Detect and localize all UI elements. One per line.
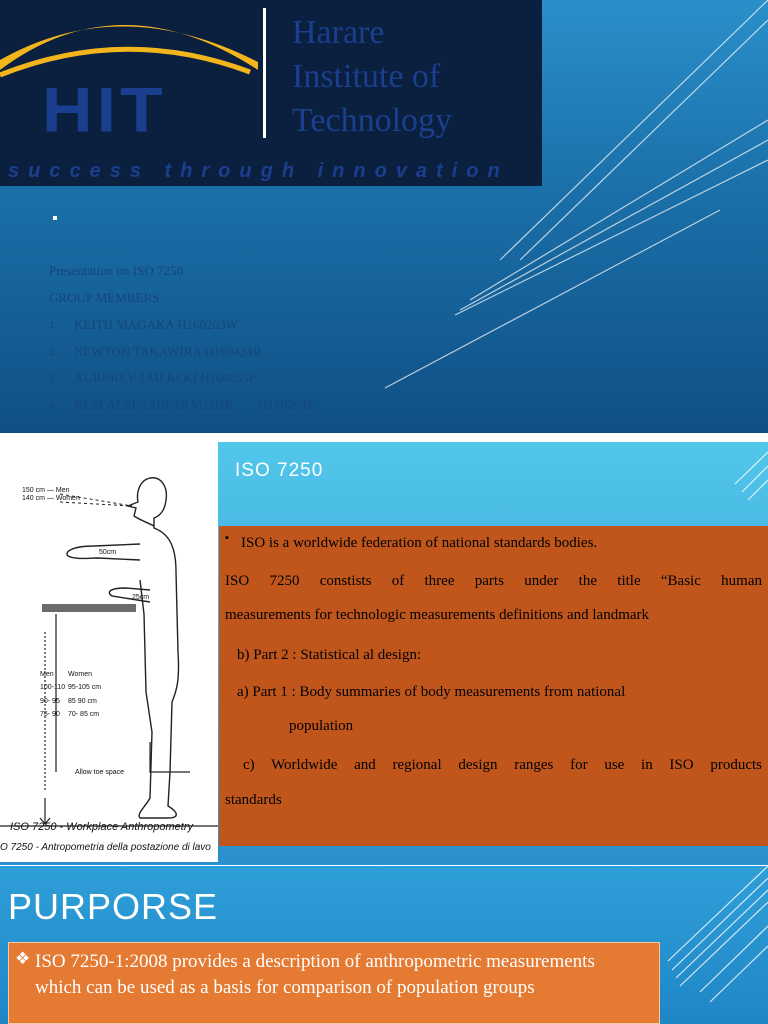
- member-name: NEWTON TAKAWIRA H160424R: [74, 344, 262, 359]
- height-table: [40, 668, 101, 721]
- logo-tagline: success through innovation: [8, 160, 509, 182]
- member-number: 1.: [49, 319, 58, 331]
- purpose-box: [8, 942, 660, 1024]
- paragraph-2-line-2: measurements for technologic measurements definitions and landmark: [225, 607, 650, 623]
- logo-name-line-2: Institute of: [292, 58, 441, 95]
- paragraph-5-line-2: standards: [225, 792, 282, 808]
- slide-3-purpose: [0, 866, 768, 1024]
- paragraph-3: b) Part 2 : Statistical al design:: [237, 647, 422, 663]
- women-value: 70- 85 cm: [68, 710, 100, 718]
- logo-mark: HIT: [42, 74, 167, 146]
- slide-title: ISO 7250: [235, 460, 324, 481]
- women-header: Women: [68, 671, 92, 678]
- height-labels: [22, 487, 80, 504]
- purpose-text: ISO 7250-1:2008 provides a description of anthropometric measurements which can be used as a basis for comparison of population groups: [35, 951, 595, 998]
- elbow-label: 25cm: [132, 594, 150, 601]
- bullet-dot: ▪: [52, 210, 58, 227]
- presentation-title: Presentation on ISO 7250: [49, 263, 183, 278]
- member-name: KEITH MAGAKA H160203W: [74, 317, 238, 332]
- slide-title: PURPORSE: [8, 886, 219, 927]
- paragraph-4: a) Part 1 : Body summaries of body measurements from national: [237, 684, 626, 700]
- slide-1-title: [0, 0, 768, 433]
- iso-description-box: [219, 526, 768, 846]
- men-value: 90- 95: [40, 697, 60, 705]
- group-members-heading: GROUP MEMBERS: [49, 290, 160, 305]
- hit-logo: [0, 0, 542, 186]
- reach-label: 50cm: [99, 549, 117, 556]
- member-number: 2.: [49, 346, 58, 358]
- workplace-anthropometry-drawing: [0, 442, 218, 862]
- men-value: 100-110: [40, 684, 66, 692]
- logo-name-line-1: Harare: [292, 14, 385, 51]
- women-value: 95-105 cm: [68, 684, 102, 692]
- women-value: 85 90 cm: [68, 697, 97, 705]
- bullet-diamond: ❖: [15, 949, 31, 968]
- logo-divider: [263, 8, 266, 138]
- member-number: 3.: [49, 372, 58, 384]
- figure-caption-italian: O 7250 - Antropometria della postazione di lavo: [0, 842, 211, 853]
- paragraph-5-line-1: c) Worldwide and regional design ranges for use in ISO products: [243, 757, 762, 773]
- figure-caption: ISO 7250 - Workplace Anthropometry: [10, 821, 194, 833]
- member-name: BEZEALEL CHIPARAUSHE H160204Z: [74, 397, 315, 412]
- member-number: 4.: [49, 399, 58, 411]
- slide-2-iso-7250: [0, 442, 768, 865]
- men-height-label: 150 cm — Men: [22, 487, 70, 494]
- anthropometry-figure: [0, 442, 218, 862]
- toe-space-label: Allow toe space: [75, 769, 125, 776]
- paragraph-1: ISO is a worldwide federation of national standards bodies.: [241, 535, 598, 551]
- women-height-label: 140 cm — Women: [22, 495, 80, 503]
- logo-name-line-3: Technology: [292, 102, 453, 139]
- men-header: Men: [40, 671, 54, 678]
- paragraph-2-line-1: ISO 7250 constists of three parts under the title “Basic human: [225, 573, 762, 589]
- men-value: 75- 90: [40, 710, 60, 718]
- member-name: AURBREY J MEREKI H160055P: [74, 370, 256, 385]
- bullet-square: ▪: [225, 532, 229, 544]
- paragraph-4-line-2: population: [289, 718, 354, 734]
